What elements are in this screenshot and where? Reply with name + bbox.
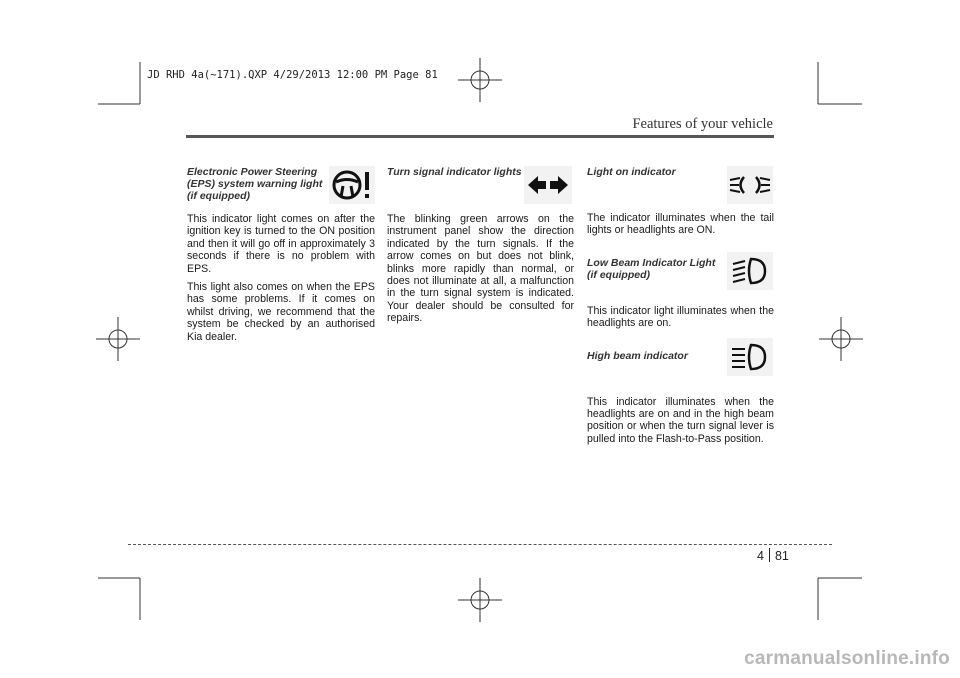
tail-light-indicator-icon (727, 166, 773, 204)
high-beam-heading: High beam indicator (587, 349, 688, 362)
page-number-value: 81 (774, 549, 789, 563)
light-indicators-column (587, 166, 774, 451)
eps-paragraph-1: This indicator light comes on after the ignition key is turned to the ON position and then it will go off in approximately 3 seconds if there is no problem with EPS. (187, 213, 375, 275)
low-beam-heading: Low Beam Indicator Light (if equipped) (587, 256, 716, 281)
light-on-heading: Light on indicator (587, 166, 676, 178)
low-beam-paragraph: This indicator light illuminates when the headlights are on. (587, 304, 774, 330)
footer-rule (128, 544, 832, 545)
section-title: Features of your vehicle (632, 116, 773, 132)
eps-steering-warning-icon (329, 166, 375, 204)
turn-signal-heading: Turn signal indicator lights (387, 166, 522, 178)
eps-heading: Electronic Power Steering (EPS) system warning light (if equipped) (187, 166, 323, 202)
turn-signal-arrows-icon (524, 166, 572, 204)
turn-signal-paragraph: The blinking green arrows on the instrument panel show the direction indicated by the turn signals. If the arrow comes on but does not blink, blinks more rapidly than normal, or does not illuminate at all, a malfunction in the turn signal system is indicated. Your dealer should be consulted for repairs. (387, 213, 574, 325)
eps-paragraph-2: This light also comes on when the EPS has some problems. If it comes on whilst driving, we recommend that the system be checked by an authorised Kia dealer. (187, 281, 375, 343)
chapter-number: 4 (757, 549, 764, 563)
low-beam-icon (727, 252, 773, 290)
light-on-paragraph: The indicator illuminates when the tail lights or headlights are ON. (587, 212, 774, 237)
page-number-divider (769, 548, 770, 562)
print-slug: JD RHD 4a(~171).QXP 4/29/2013 12:00 PM Page 81 (147, 69, 438, 81)
header-rule (186, 135, 774, 138)
high-beam-icon (727, 338, 773, 376)
watermark: carmanualsonline.info (744, 648, 950, 669)
page-number (757, 548, 789, 563)
high-beam-paragraph: This indicator illuminates when the headlights are on and in the high beam position or when the turn signal lever is pulled into the Flash-to-Pass position. (587, 395, 774, 445)
